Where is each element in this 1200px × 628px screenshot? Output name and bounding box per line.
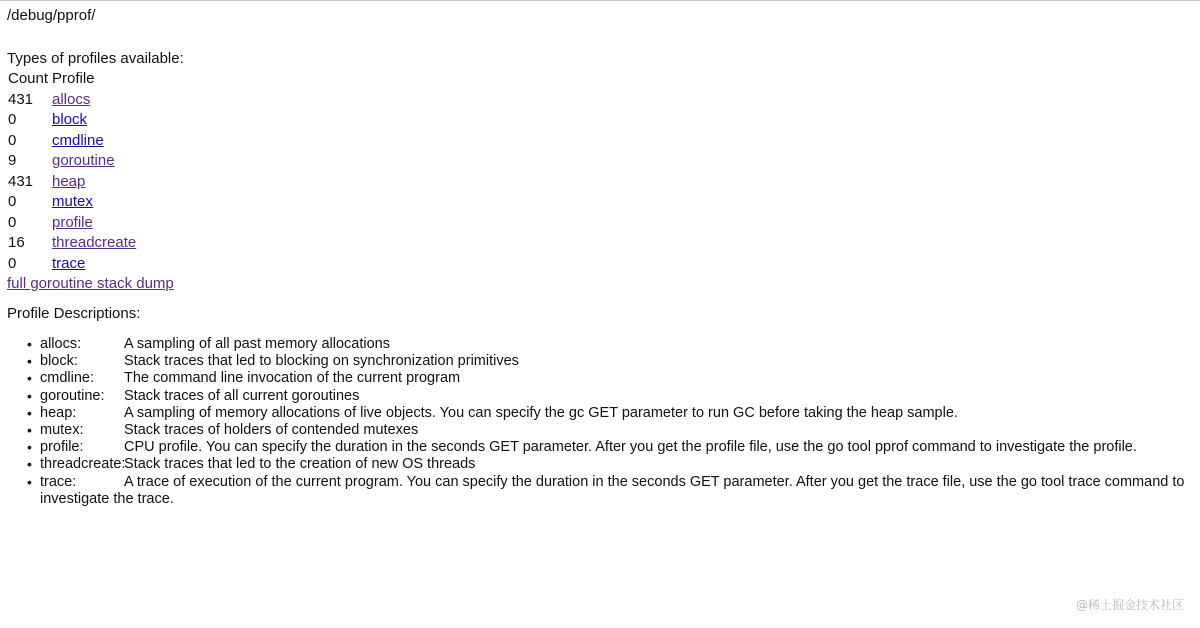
description-text: A sampling of all past memory allocations [124,336,390,352]
table-header-row [8,69,136,90]
profile-count: 431 [8,172,34,190]
profile-cell [52,233,136,254]
top-border [0,0,1200,1]
table-row [8,172,136,193]
profile-count: 16 [8,234,25,251]
description-name: block: [40,353,78,370]
profile-link-goroutine[interactable]: goroutine [52,152,115,169]
profiles-table-body [8,90,136,275]
profile-link-block[interactable]: block [52,111,88,128]
list-item [27,370,1193,387]
description-name: threadcreate: [40,456,126,473]
profile-count: 0 [8,131,17,149]
list-item [27,388,1193,405]
description-name: goroutine: [40,387,105,404]
bullet-icon: • [27,439,32,456]
profile-cell [52,131,136,152]
table-row [8,90,136,111]
table-row [8,213,136,234]
bullet-icon: • [27,353,32,370]
description-name: cmdline: [40,370,94,387]
table-row [8,131,136,152]
list-item [27,422,1193,439]
profile-cell [52,192,136,213]
watermark: @稀土掘金技术社区 [1075,598,1184,612]
description-text: CPU profile. You can specify the duration in the seconds GET parameter. After you get the profile file, use the go tool pprof command to investigate the profile. [124,439,1137,456]
list-item [27,474,1193,508]
description-name: allocs: [40,336,82,352]
table-row [8,110,136,131]
profile-link-threadcreate[interactable]: threadcreate [52,234,137,251]
list-item [27,456,1193,473]
profile-count: 0 [8,111,17,128]
profile-cell [52,90,136,111]
profile-count: 431 [8,90,34,108]
description-name: heap: [40,404,77,421]
list-item [27,405,1193,422]
list-item [27,353,1193,370]
bullet-icon: • [27,422,32,439]
description-name: trace: [40,473,77,490]
profile-column-header: Profile [52,70,95,87]
description-text: A trace of execution of the current program. You can specify the duration in the seconds GET parameter. After you get the trace file, use the go tool trace command to investigate the trace. [40,473,1185,507]
table-row [8,192,136,213]
profile-link-mutex[interactable]: mutex [52,193,93,210]
description-name: profile: [40,439,84,456]
types-heading: Types of profiles available: [7,50,184,67]
description-text: Stack traces of holders of contended mutexes [124,422,419,439]
bullet-icon: • [27,404,32,421]
list-item [27,336,1193,353]
profile-count: 0 [8,213,17,231]
profile-cell [52,110,136,131]
description-name: mutex: [40,422,84,439]
bullet-icon: • [27,370,32,387]
bullet-icon: • [27,336,32,352]
count-column-header: Count [8,70,49,87]
list-item [27,439,1193,456]
descriptions-list [7,336,1193,508]
profile-cell [52,151,136,172]
profile-count: 9 [8,152,17,169]
full-goroutine-stack-dump-link[interactable]: full goroutine stack dump [7,275,174,292]
bullet-icon: • [27,456,32,473]
description-text: Stack traces that led to blocking on synchronization primitives [124,353,519,370]
profile-count: 0 [8,193,17,210]
profile-link-heap[interactable]: heap [52,172,86,190]
profiles-table [8,69,136,274]
description-text: A sampling of memory allocations of live objects. You can specify the gc GET parameter to run GC before taking the heap sample. [124,404,958,421]
table-row [8,151,136,172]
profile-cell [52,213,136,234]
profile-link-cmdline[interactable]: cmdline [52,131,104,149]
page-title: /debug/pprof/ [7,7,96,24]
descriptions-heading: Profile Descriptions: [7,305,141,322]
table-row [8,233,136,254]
description-text: Stack traces that led to the creation of new OS threads [124,456,476,473]
pprof-index-page [7,6,1193,508]
bullet-icon: • [27,473,32,490]
profile-cell [52,172,136,193]
table-row [8,254,136,275]
profile-link-allocs[interactable]: allocs [52,90,91,108]
profile-count: 0 [8,254,17,272]
bullet-icon: • [27,387,32,404]
description-text: Stack traces of all current goroutines [124,387,360,404]
profile-cell [52,254,136,275]
description-text: The command line invocation of the current program [124,370,461,387]
profile-link-trace[interactable]: trace [52,254,86,272]
profile-link-profile[interactable]: profile [52,213,93,231]
